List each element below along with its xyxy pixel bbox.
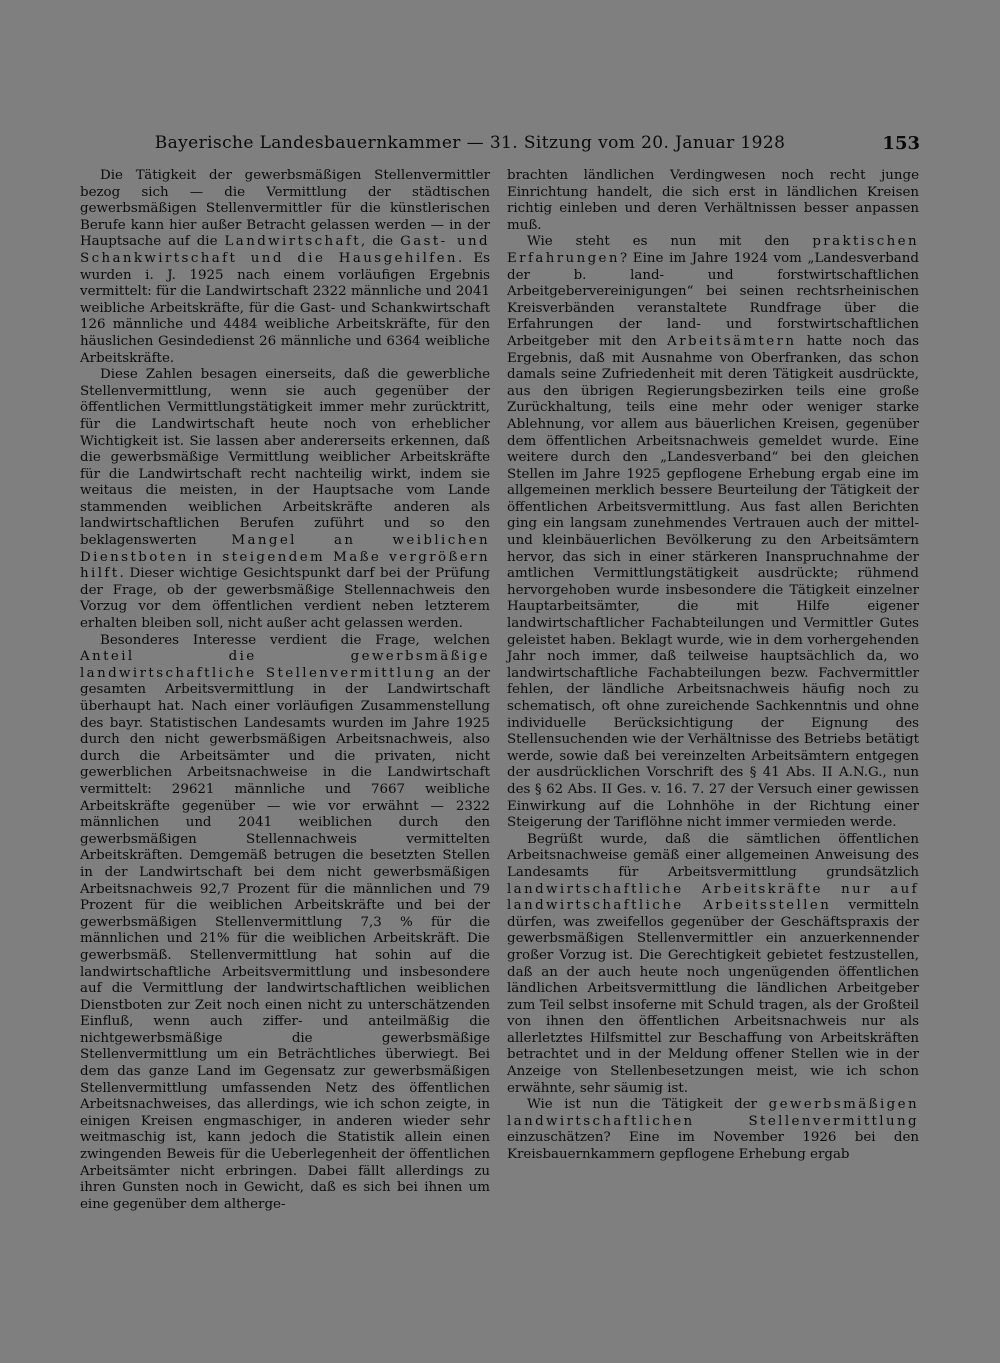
text: Besonderes Interesse verdient die Frage, welchen [100,632,490,648]
text: vermitteln dürfen, was zweifellos gegenüber der Geschäftspraxis der gewerbsmäßigen Stellenvermittler ein anzuerkennender großer Vorzug ist. Die Gerechtigkeit gebietet festzustellen, daß an der auch heute noch ungenügenden öffentlichen ländlichen Arbeitsvermittlung die ländlichen Arbeitgeber zum Teil selbst insoferne mit Schuld tragen, als der Großteil von ihnen den öffentlichen Arbeitsnachweis nur als allerletztes Hilfsmittel zur Beschaffung von Arbeitskräften betrachtet und in der Meldung offener Stellen wie in der Anzeige von Stellenbesetzungen meist, wie ich schon erwähnte, sehr säumig ist. [507,898,919,1096]
text: einzuschätzen? Eine im November 1926 bei den Kreisbauernkammern gepflogene Erhebung ergab [507,1130,919,1163]
paragraph [80,367,490,633]
text: Die Tätigkeit der gewerbsmäßigen Stellenvermittler bezog sich — die Vermittlung der städtischen gewerbsmäßigen Stellenvermittler für die künstlerischen Berufe kann hier außer Betracht gelassen werden — in der Hauptsache auf die [80,168,490,250]
paragraph [80,168,490,367]
text: an der gesamten Arbeitsvermittlung in der Landwirtschaft überhaupt hat. Nach einer vorläufigen Zusammenstellung des bayr. Statistischen Landesamts wurden im Jahre 1925 durch den nicht gewerbsmäßigen Arbeitsnachweis, also durch die Arbeitsämter und die privaten, nicht gewerblichen Arbeitsnachweise in die Landwirtschaft vermittelt: 29621 männliche und 7667 weibliche Arbeitskräfte gegenüber — wie vor erwähnt — 2322 männlichen und 2041 weiblichen durch den gewerbsmäßigen Stellennachweis vermittelten Arbeitskräften. Demgemäß betrugen die besetzten Stellen in der Landwirtschaft bei dem nicht gewerbsmäßigen Arbeitsnachweis 92,7 Prozent für die männlichen und 79 Prozent für die weiblichen Arbeitskräfte und bei der gewerbsmäßigen Stellenvermittlung 7,3 % für die männlichen und 21% für die weiblichen Arbeitskräft. Die gewerbsmäß. Stellenvermittlung hat sohin auf die landwirtschaftliche Arbeitsvermittlung und insbesondere auf die Vermittlung der landwirtschaftlichen weiblichen Dienstboten zur Zeit noch einen nicht zu unterschätzenden Einfluß, wenn auch ziffer- und anteilmäßig die nichtgewerbsmäßige die gewerbsmäßige Stellenvermittlung um ein Beträchtliches überwiegt. Bei dem das ganze Land im Gegensatz zur gewerbsmäßigen Stellenvermittlung umfassenden Netz des öffentlichen Arbeitsnachweises, das allerdings, wie ich schon zeigte, in einigen Kreisen engmaschiger, in anderen wieder sehr weitmaschig ist, kann jedoch die Statistik allein einen zwingenden Beweis für die Ueberlegenheit der öffentlichen Arbeitsämter nicht erbringen. Dabei fällt allerdings zu ihren Gunsten noch in Gewicht, daß es sich bei ihnen um eine gegenüber dem altherge- [80,665,490,1212]
spaced-emphasis: Landwirtschaft [224,234,362,250]
spaced-emphasis: Arbeitsämtern [667,333,797,349]
paragraph [507,234,919,831]
spaced-emphasis: Gast- und Schankwirtschaft und die Hausgehilfen [80,234,490,266]
text: . Dieser wichtige Gesichtspunkt darf bei der Prüfung der Frage, ob der gewerbsmäßige Stellennachweis den Vorzug vor dem öffentlichen verdient neben letzterem erhalten bleiben soll, nicht außer acht gelassen werden. [80,566,490,632]
spaced-emphasis: gewerbsmäßigen landwirtschaftlichen Stellenvermittlung [507,1097,919,1129]
header-title: Bayerische Landesbauernkammer — 31. Sitzung vom 20. Januar 1928 [154,133,786,153]
page-number: 153 [882,133,920,154]
text: hatte noch das Ergebnis, daß mit Ausnahme von Oberfranken, das schon damals seine Zufriedenheit mit deren Tätigkeit ausdrückte, aus den übrigen Regierungsbezirken teils eine große Zurückhaltung, teils eine mehr oder weniger starke Ablehnung, vor allem aus bäuerlichen Kreisen, gegenüber dem öffentlichen Arbeitsnachweis gemeldet wurde. Eine weitere durch den „Landesverband“ bei den gleichen Stellen im Jahre 1925 gepflogene Erhebung ergab eine im allgemeinen merklich bessere Beurteilung der Tätigkeit der öffentlichen Arbeitsvermittlung. Aus fast allen Berichten ging ein langsam zunehmendes Vertrauen auch der mittel- und kleinbäuerlichen Bevölkerung zu den Arbeitsämtern hervor, das sich in einer stärkeren Inanspruchnahme der amtlichen Vermittlungstätigkeit ausdrückte; rühmend hervorgehoben wurde insbesondere die Tätigkeit einzelner Hauptarbeitsämter, die mit Hilfe eigener landwirtschaftlicher Fachabteilungen und Vermittler Gutes geleistet haben. Beklagt wurde, wie in dem vorhergehenden Jahr noch immer, daß teilweise hauptsächlich da, wo landwirtschaftliche Fachabteilungen bezw. Fachvermittler fehlen, der ländliche Arbeitsnachweis häufig noch zu schematisch, oft ohne zureichende Sachkenntnis und ohne individuelle Berücksichtigung der Eignung des Stellensuchenden wie der Verhältnisse des Betriebs betätigt werde, sowie daß bei vereinzelten Arbeitsämtern entgegen der ausdrücklichen Vorschrift des § 41 Abs. II A.N.G., nun des § 62 Abs. II Ges. v. 16. 7. 27 der Versuch einer gewissen Einwirkung auf die Lohnhöhe in der Richtung einer Steigerung der Tariflöhne nicht immer vermieden werde. [507,333,919,831]
paragraph [507,832,919,1098]
paragraph-continuation: brachten ländlichen Verdingwesen noch recht junge Einrichtung handelt, die sich erst in ländlichen Kreisen richtig einleben und deren Verhältnissen besser anpassen muß. [507,168,919,233]
paragraph [80,633,490,1214]
paragraph [507,1097,919,1163]
text: Diese Zahlen besagen einerseits, daß die gewerbliche Stellenvermittlung, wenn sie auch gegenüber der öffentlichen Vermittlungstätigkeit immer mehr zurücktritt, für die Landwirtschaft heute noch von erheblicher Wichtigkeit ist. Sie lassen aber andererseits erkennen, daß die gewerbsmäßige Vermittlung weiblicher Arbeitskräfte für die Landwirtschaft recht nachteilig wirkt, indem sie weitaus die meisten, in der Hauptsache vom Lande stammenden weiblichen Arbeitskräfte anderen als landwirtschaftlichen Berufen zuführt und so den beklagenswerten [80,367,490,549]
text: Wie ist nun die Tätigkeit der [527,1097,769,1113]
text: Wie steht es nun mit den [527,234,813,250]
spaced-emphasis: Mangel an weiblichen Dienstboten in steigendem Maße vergrößern hilft [80,533,490,582]
spaced-emphasis: landwirtschaftliche Arbeitskräfte nur auf landwirtschaftliche Arbeitsstellen [507,881,919,914]
right-column [507,168,919,1164]
spaced-emphasis: Anteil die gewerbsmäßige landwirtschaftliche Stellenvermittlung [80,649,490,681]
left-column [80,168,490,1213]
text: Begrüßt wurde, daß die sämtlichen öffentlichen Arbeitsnachweise gemäß einer allgemeinen Anweisung des Landesamts für Arbeitsvermittlung grundsätzlich [507,831,919,880]
text: . Es wurden i. J. 1925 nach einem vorläufigen Ergebnis vermittelt: für die Landwirtschaft 2322 männliche und 2041 weibliche Arbeitskräfte, für die Gast- und Schankwirtschaft 126 männliche und 4484 weibliche Arbeitskräfte, für den häuslichen Gesindedienst 26 männliche und 6364 weibliche Arbeitskräfte. [80,250,490,366]
running-header [80,133,920,159]
spaced-emphasis: praktischen Erfahrungen [507,234,919,266]
text: , die [361,234,401,250]
text: ? Eine im Jahre 1924 vom „Landesverband der b. land- und forstwirtschaftlichen Arbeitgebervereinigungen“ bei seinen rechtsrheinischen Kreisverbänden veranstaltete Rundfrage über die Erfahrungen der land- und forstwirtschaftlichen Arbeitgeber mit den [507,250,919,349]
